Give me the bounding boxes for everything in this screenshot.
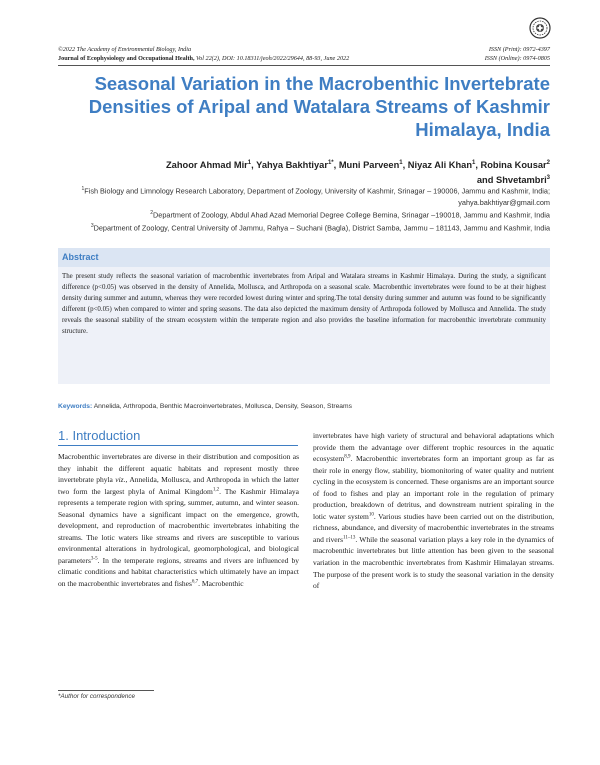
- keywords: [58, 402, 550, 412]
- affiliation-item: $^3$Department of Zoology, Central University of Jammu, Rahya – Suchani (Bagla), District Samba, Jammu – 181143, Jammu and Kashmir, India: [90, 222, 550, 233]
- journal-name: Journal of Ecophysiology and Occupational Health,: [58, 55, 195, 62]
- author-name: Niyaz Ali Khan: [407, 160, 473, 171]
- journal-header: [58, 45, 349, 63]
- author-mark: 1: [472, 160, 476, 166]
- intro-right-column: invertebrates have high variety of structural and behavioral adaptations which provide them the advantage over different trophic resources in the aquatic ecosystem$^{8,9}$. Macrobenthic invertebrates form an important group as far as their role in energy flow, stability, biomonitoring of water quality and nutrient cycling in the ecosystem is concerned. These organisms are an important source of food to fishes and play an important role in the regulation of primary production, breakdown of detritus, and downstream nutrient spiraling in the lotic water system$^{10}$. Various studies have been carried out on the distribution, richness, abundance, and diversity of macrobenthic invertebrates in the streams and rivers$^{11-13}$. While the seasonal variation plays a key role in the dynamics of macrobenthic invertebrates but little attention has been given to the seasonal variation in the macrobenthic invertebrates from Kashmir Himalayan streams. The purpose of the present work is to study the seasonal variation in the density of: [313, 431, 554, 591]
- author-list: Zahoor Ahmad Mir$^1$, Yahya Bakhtiyar$^{1*}$, Muni Parveen$^1$, Niyaz Ali Khan$^1$, Robina Kousar$^2$ and Shvetambri$^3$: [166, 160, 550, 186]
- affiliation-item: $^1$Fish Biology and Limnology Research Laboratory, Department of Zoology, University of Kashmir, Srinagar – 190006, Jammu and Kashmir, India; yahya.bakhtiyar@gmail.com: [81, 186, 550, 207]
- copyright-line: ©2022 The Academy of Environmental Biology, India: [58, 46, 192, 53]
- author-mark: 1: [399, 160, 403, 166]
- footnote-divider: [58, 690, 154, 691]
- academy-logo-icon: [529, 17, 551, 39]
- header-divider: [58, 65, 550, 66]
- abstract-text: The present study reflects the seasonal variation of macrobenthic invertebrates from Aripal and Watalara streams in Kashmir Himalaya. During the study, a significant difference (p<0.05) was observed in the density of Annelida, Mollusca, and Arthropoda on a seasonal scale. Macrobenthic invertebrates were found to be at their highest density during summer and autumn, whereas they were recorded lowest during winter and spring.The total density during summer and autumn was found to be significantly different (p<0.05) when compared to winter and spring seasons. The data also depicted the maximum density of Arthropoda followed by Mollusca and Annelida. The study reveals the seasonal stability of the stream ecosystem within the temperate region and also provides the baseline information for macrobenthic invertebrate community structure.: [62, 273, 546, 335]
- issn-block: [485, 45, 550, 63]
- author-name: Zahoor Ahmad Mir: [166, 160, 248, 171]
- issn-print: ISSN (Print): 0972-4397: [488, 46, 550, 53]
- citation: Vol 22(2), DOI: 10.18311/jeoh/2022/29644, 88-93, June 2022: [196, 55, 350, 62]
- author-mark: 1*: [327, 160, 334, 166]
- affiliations: [20, 184, 550, 233]
- author-mark: 3: [546, 175, 550, 182]
- section-underline: [58, 445, 298, 446]
- author-mark: 2: [546, 160, 550, 166]
- affiliation-item: $^2$Department of Zoology, Abdul Ahad Azad Memorial Degree College Bemina, Srinagar –190018, Jammu and Kashmir, India: [150, 210, 550, 220]
- footnote: *Author for correspondence: [58, 693, 136, 700]
- author-name: Shvetambri: [496, 175, 547, 186]
- keywords-text: Annelida, Arthropoda, Benthic Macroinvertebrates, Mollusca, Density, Season, Streams: [93, 403, 352, 410]
- intro-left-column: Macrobenthic invertebrates are diverse in their distribution and composition as they inhabit the different aquatic habitats and represent mostly three invertebrate phyla viz., Annelida, Mollusca, and Arthropoda in which the latter two form the largest phyla of Animal Kingdom$^{1,2}$. The Kashmir Himalaya represents a temperate region with spring, summer, autumn, and winter season. Seasonal dynamics have a significant impact on the emergence, growth, development, and reproduction of macrobenthic invertebrates inhabiting the streams. The lotic waters like streams and rivers are susceptible to various environmental alterations in hydrological, geomorphological, and biological parameters$^{3-5}$. In the temperate regions, streams and rivers are influenced by climatic conditions and habitat characteristics which ultimately have an impact on the macrobenthic invertebrates and fishes$^{6,7}$. Macrobenthic: [58, 452, 299, 589]
- keywords-label: Keywords:: [58, 403, 93, 410]
- author-name: Robina Kousar: [480, 160, 547, 171]
- abstract-header: [58, 248, 550, 267]
- issn-online: ISSN (Online): 0974-0805: [484, 55, 550, 62]
- author-name: Muni Parveen: [338, 160, 400, 171]
- section-title: 1. Introduction: [58, 428, 141, 443]
- author-mark: 1: [247, 160, 252, 166]
- abstract-box: [58, 248, 550, 384]
- paper-title: Seasonal Variation in the Macrobenthic Invertebrate Densities of Aripal and Watalara Streams of Kashmir Himalaya, India: [88, 73, 550, 140]
- author-name: Yahya Bakhtiyar: [256, 160, 328, 171]
- abstract-heading: Abstract: [62, 252, 99, 262]
